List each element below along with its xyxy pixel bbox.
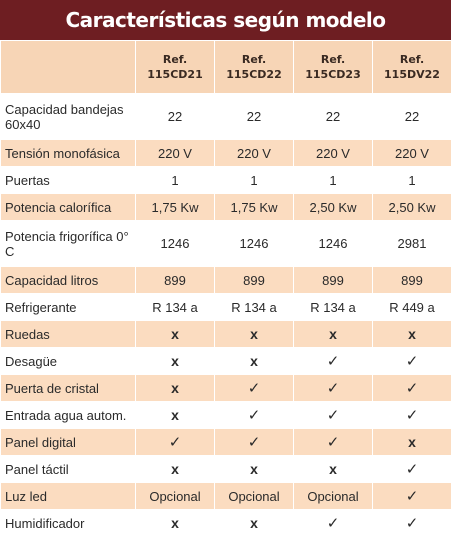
table-cell [215, 510, 294, 537]
table-cell [136, 321, 215, 348]
row-label: Panel digital [1, 429, 136, 456]
table-cell [294, 456, 373, 483]
table-cell [373, 167, 451, 194]
table-cell [136, 167, 215, 194]
table-row [1, 456, 451, 483]
cross-icon: x [171, 515, 179, 531]
cell-value: R 134 a [310, 300, 356, 315]
table-cell [136, 402, 215, 429]
table-cell [136, 194, 215, 221]
table-row [1, 375, 451, 402]
cross-icon: x [250, 515, 258, 531]
table-row [1, 483, 451, 510]
check-icon: ✓ [406, 461, 419, 478]
page-title: Características según modelo [65, 8, 385, 32]
header-model: 115CD22 [219, 67, 289, 82]
cross-icon: x [250, 326, 258, 342]
cell-value: 220 V [395, 146, 429, 161]
cross-icon: x [171, 380, 179, 396]
table-cell [136, 456, 215, 483]
cell-value: 220 V [158, 146, 192, 161]
row-label: Refrigerante [1, 294, 136, 321]
table-cell [294, 94, 373, 140]
cell-value: 22 [326, 109, 340, 124]
row-label: Desagüe [1, 348, 136, 375]
table-cell [215, 221, 294, 267]
row-label: Entrada agua autom. [1, 402, 136, 429]
table-cell [294, 375, 373, 402]
table-cell [215, 483, 294, 510]
row-label: Humidificador [1, 510, 136, 537]
row-label: Potencia calorífica [1, 194, 136, 221]
title-bar [0, 0, 451, 40]
check-icon: ✓ [327, 515, 340, 532]
row-label: Capacidad litros [1, 267, 136, 294]
header-row [1, 41, 451, 94]
header-model-3 [294, 41, 373, 94]
cell-value: Opcional [149, 489, 200, 504]
cell-value: 1 [171, 173, 178, 188]
cell-value: R 134 a [152, 300, 198, 315]
check-icon: ✓ [327, 407, 340, 424]
table-cell [294, 221, 373, 267]
table-cell [294, 348, 373, 375]
cell-value: 899 [322, 273, 344, 288]
table-cell [136, 510, 215, 537]
table-cell [136, 375, 215, 402]
check-icon: ✓ [406, 515, 419, 532]
table-cell [215, 194, 294, 221]
cross-icon: x [250, 353, 258, 369]
check-icon: ✓ [169, 434, 182, 451]
cell-value: Opcional [228, 489, 279, 504]
cross-icon: x [171, 407, 179, 423]
cell-value: 22 [168, 109, 182, 124]
table-cell [294, 402, 373, 429]
header-model: 115CD21 [140, 67, 210, 82]
cross-icon: x [408, 434, 416, 450]
table-row [1, 321, 451, 348]
check-icon: ✓ [248, 434, 261, 451]
check-icon: ✓ [406, 488, 419, 505]
table-cell [373, 348, 451, 375]
table-cell [136, 483, 215, 510]
table-cell [294, 429, 373, 456]
table-row [1, 510, 451, 537]
cross-icon: x [171, 326, 179, 342]
table-cell [373, 140, 451, 167]
cell-value: 2,50 Kw [310, 200, 357, 215]
table-cell [373, 294, 451, 321]
table-cell [373, 375, 451, 402]
row-label: Potencia frigorífica 0° C [1, 221, 136, 267]
row-label: Ruedas [1, 321, 136, 348]
row-label: Puertas [1, 167, 136, 194]
table-row [1, 167, 451, 194]
table-cell [215, 456, 294, 483]
table-cell [373, 429, 451, 456]
cross-icon: x [408, 326, 416, 342]
cell-value: 899 [164, 273, 186, 288]
header-ref: Ref. [377, 52, 447, 67]
cell-value: 2,50 Kw [389, 200, 436, 215]
table-row [1, 402, 451, 429]
table-cell [294, 294, 373, 321]
header-ref: Ref. [140, 52, 210, 67]
cell-value: 22 [247, 109, 261, 124]
table-cell [294, 140, 373, 167]
header-model-4 [373, 41, 451, 94]
check-icon: ✓ [327, 353, 340, 370]
check-icon: ✓ [406, 407, 419, 424]
row-label: Puerta de cristal [1, 375, 136, 402]
header-model: 115CD23 [298, 67, 368, 82]
table-cell [373, 94, 451, 140]
cell-value: 1 [408, 173, 415, 188]
table-cell [136, 94, 215, 140]
table-cell [294, 510, 373, 537]
table-cell [294, 167, 373, 194]
table-cell [136, 348, 215, 375]
row-label: Panel táctil [1, 456, 136, 483]
check-icon: ✓ [327, 434, 340, 451]
table-row [1, 348, 451, 375]
cross-icon: x [329, 461, 337, 477]
table-cell [136, 294, 215, 321]
table-row [1, 294, 451, 321]
table-cell [373, 194, 451, 221]
cell-value: 899 [401, 273, 423, 288]
cell-value: R 449 a [389, 300, 435, 315]
table-cell [215, 402, 294, 429]
table-cell [215, 167, 294, 194]
table-cell [373, 321, 451, 348]
cross-icon: x [250, 461, 258, 477]
header-model-1 [136, 41, 215, 94]
table-cell [373, 221, 451, 267]
cell-value: 1,75 Kw [231, 200, 278, 215]
table-cell [136, 429, 215, 456]
table-row [1, 267, 451, 294]
table-row [1, 94, 451, 140]
header-blank-cell [1, 41, 136, 94]
row-label: Capacidad bandejas 60x40 [1, 94, 136, 140]
table-cell [215, 140, 294, 167]
cell-value: 22 [405, 109, 419, 124]
table-cell [373, 456, 451, 483]
check-icon: ✓ [406, 380, 419, 397]
check-icon: ✓ [248, 407, 261, 424]
table-cell [215, 267, 294, 294]
table-row [1, 429, 451, 456]
header-ref: Ref. [219, 52, 289, 67]
check-icon: ✓ [406, 353, 419, 370]
table-cell [294, 267, 373, 294]
cell-value: 220 V [237, 146, 271, 161]
cell-value: 1,75 Kw [152, 200, 199, 215]
table-cell [373, 402, 451, 429]
table-cell [294, 194, 373, 221]
cross-icon: x [171, 461, 179, 477]
table-cell [373, 267, 451, 294]
cell-value: 2981 [398, 236, 427, 251]
cell-value: 1246 [240, 236, 269, 251]
cell-value: 899 [243, 273, 265, 288]
cross-icon: x [329, 326, 337, 342]
table-cell [136, 140, 215, 167]
spec-table-body [1, 94, 451, 537]
cross-icon: x [171, 353, 179, 369]
table-cell [215, 94, 294, 140]
table-cell [136, 221, 215, 267]
table-row [1, 221, 451, 267]
table-row [1, 140, 451, 167]
cell-value: 1 [329, 173, 336, 188]
cell-value: 1246 [161, 236, 190, 251]
header-ref: Ref. [298, 52, 368, 67]
table-cell [373, 483, 451, 510]
table-cell [215, 348, 294, 375]
cell-value: R 134 a [231, 300, 277, 315]
table-cell [215, 375, 294, 402]
cell-value: Opcional [307, 489, 358, 504]
check-icon: ✓ [248, 380, 261, 397]
cell-value: 1 [250, 173, 257, 188]
table-cell [373, 510, 451, 537]
spec-table [0, 40, 451, 537]
table-row [1, 194, 451, 221]
row-label: Luz led [1, 483, 136, 510]
table-cell [215, 321, 294, 348]
table-cell [215, 429, 294, 456]
table-cell [215, 294, 294, 321]
table-cell [294, 321, 373, 348]
table-cell [294, 483, 373, 510]
check-icon: ✓ [327, 380, 340, 397]
header-model: 115DV22 [377, 67, 447, 82]
cell-value: 1246 [319, 236, 348, 251]
table-cell [136, 267, 215, 294]
row-label: Tensión monofásica [1, 140, 136, 167]
header-model-2 [215, 41, 294, 94]
cell-value: 220 V [316, 146, 350, 161]
